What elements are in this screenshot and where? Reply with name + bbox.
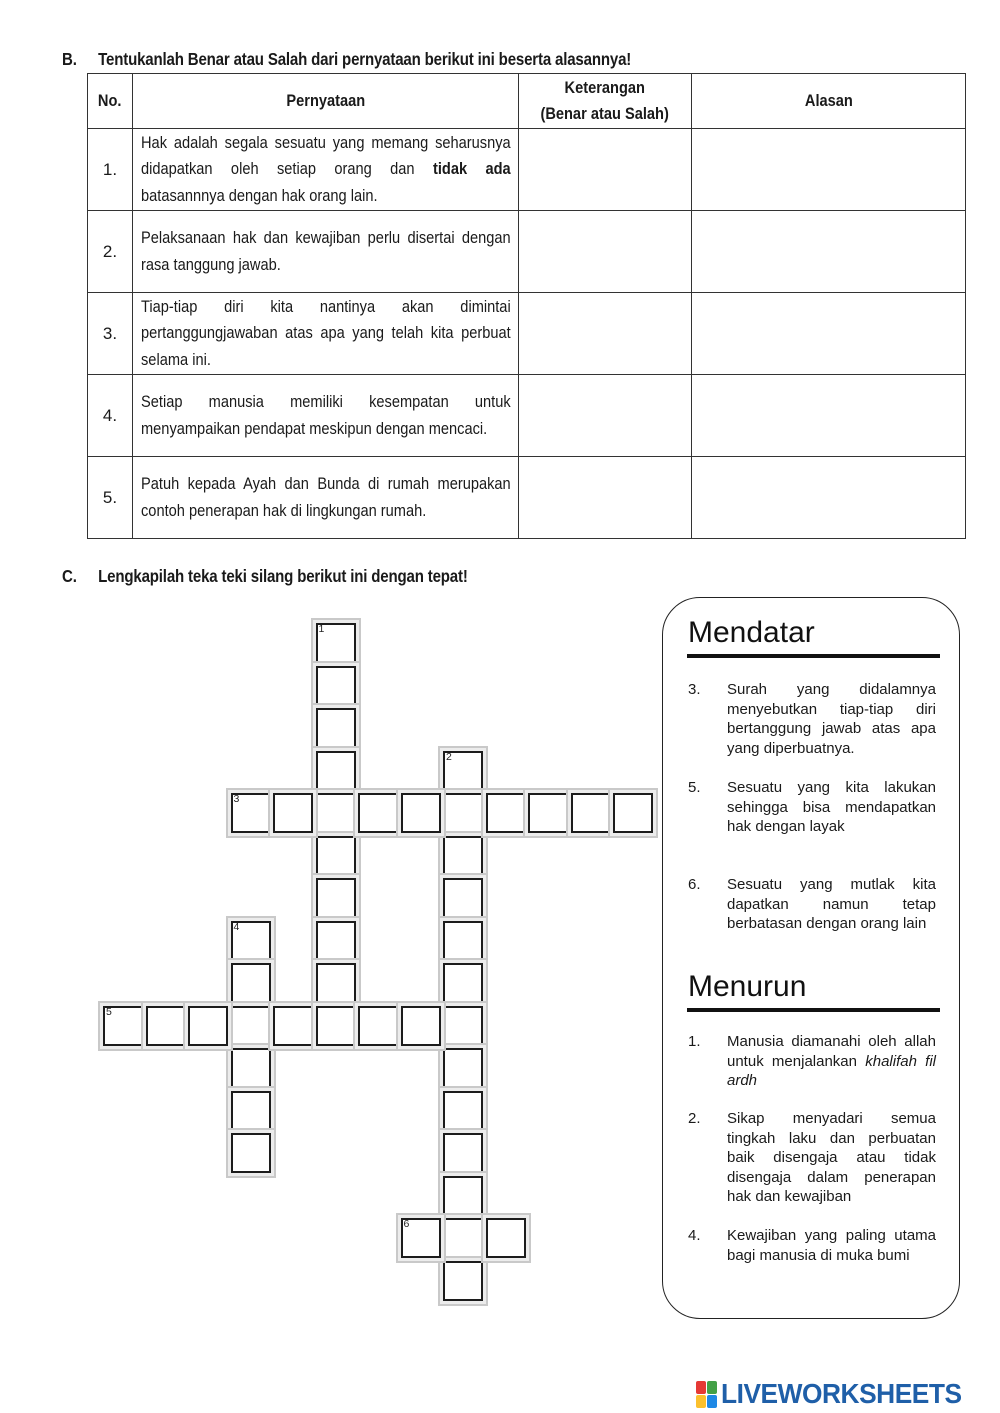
crossword-cell[interactable] [231, 1133, 271, 1173]
crossword-cell[interactable] [443, 878, 483, 918]
crossword-cell[interactable] [443, 1091, 483, 1131]
crossword-cell[interactable] [401, 1218, 441, 1258]
crossword-cell[interactable] [231, 963, 271, 1003]
crossword-clue-number: 1 [318, 623, 325, 635]
crossword-cell[interactable] [443, 1261, 483, 1301]
down-divider [687, 1008, 940, 1012]
crossword-cell[interactable] [443, 1006, 483, 1046]
header-no: No. [88, 74, 133, 129]
crossword-cell[interactable] [486, 1218, 526, 1258]
crossword-cell[interactable] [316, 666, 356, 706]
crossword-cell[interactable] [273, 793, 313, 833]
row-reason-cell[interactable] [692, 293, 966, 375]
crossword-cell[interactable] [443, 1048, 483, 1088]
down-clue-1: 1. Manusia diamanahi oleh allah untuk menjalankan khalifah fil ardh [688, 1033, 937, 1089]
header-remark: Keterangan (Benar atau Salah) [519, 74, 692, 129]
crossword-cell[interactable] [358, 1006, 398, 1046]
header-statement: Pernyataan [133, 74, 519, 129]
crossword-cell[interactable] [401, 793, 441, 833]
down-title: Menurun [688, 970, 807, 1003]
crossword-cell[interactable] [273, 1006, 313, 1046]
crossword-cell[interactable] [316, 623, 356, 663]
row-reason-cell[interactable] [692, 211, 966, 293]
section-c-instruction: Lengkapilah teka teki silang berikut ini dengan tepat! [98, 566, 468, 586]
crossword-cell[interactable] [316, 793, 356, 833]
across-clue-6: 6. Sesuatu yang mutlak kita dapatkan namun tetap berbatasan dengan orang lain [688, 876, 936, 932]
across-divider [687, 654, 940, 658]
crossword-cell[interactable] [231, 793, 271, 833]
crossword-cell[interactable] [316, 751, 356, 791]
across-clue-3: 3. Surah yang didalamnya menyebutkan tiap-tiap diri bertanggung jawab atas apa yang diperbuatnya. [688, 681, 936, 757]
crossword-cell[interactable] [443, 1176, 483, 1216]
crossword-cell[interactable] [571, 793, 611, 833]
crossword-cell[interactable] [316, 836, 356, 876]
section-b-label: B. [62, 49, 77, 69]
crossword-cell[interactable] [146, 1006, 186, 1046]
row-statement: Hak adalah segala sesuatu yang memang seharusnya didapatkan oleh setiap orang dan tidak ada batasannnya dengan hak orang lain. [133, 129, 519, 211]
down-clue-4: 4. Kewajiban yang paling utama bagi manusia di muka bumi [688, 1227, 936, 1264]
crossword-cell[interactable] [528, 793, 568, 833]
crossword-clue-number: 4 [233, 920, 240, 933]
crossword-cell[interactable] [443, 751, 483, 791]
crossword-cell[interactable] [443, 1218, 483, 1258]
crossword-cell[interactable] [231, 1048, 271, 1088]
section-b-instruction: Tentukanlah Benar atau Salah dari pernyataan berikut ini beserta alasannya! [98, 49, 632, 69]
row-number: 5. [88, 457, 133, 539]
crossword-cell[interactable] [443, 1133, 483, 1173]
section-c-label: C. [62, 566, 77, 586]
row-reason-cell[interactable] [692, 457, 966, 539]
crossword-cell[interactable] [188, 1006, 228, 1046]
crossword-cell[interactable] [443, 921, 483, 961]
crossword-cell[interactable] [316, 921, 356, 961]
row-reason-cell[interactable] [692, 375, 966, 457]
logo-text: LIVEWORKSHEETS [721, 1378, 962, 1409]
row-number: 3. [88, 293, 133, 375]
clue-box [662, 597, 960, 1319]
crossword-cell[interactable] [401, 1006, 441, 1046]
logo-blocks-icon [696, 1380, 718, 1408]
crossword-cell[interactable] [103, 1006, 143, 1046]
crossword-clue-number: 2 [446, 750, 452, 763]
crossword-clue-number: 3 [233, 793, 240, 805]
crossword-cell[interactable] [443, 836, 483, 876]
row-number: 4. [88, 375, 133, 457]
crossword-clue-number: 5 [106, 1005, 112, 1018]
crossword-cell[interactable] [316, 963, 356, 1003]
header-reason: Alasan [692, 74, 966, 129]
row-number: 2. [88, 211, 133, 293]
row-statement: Patuh kepada Ayah dan Bunda di rumah merupakan contoh penerapan hak di lingkungan rumah. [133, 457, 519, 539]
crossword-cell[interactable] [443, 963, 483, 1003]
row-statement: Setiap manusia memiliki kesempatan untuk menyampaikan pendapat meskipun dengan mencaci. [133, 375, 519, 457]
crossword-cell[interactable] [316, 708, 356, 748]
crossword-cell[interactable] [613, 793, 653, 833]
crossword-cell[interactable] [358, 793, 398, 833]
row-reason-cell[interactable] [692, 129, 966, 211]
row-number: 1. [88, 129, 133, 211]
crossword-cell[interactable] [316, 878, 356, 918]
crossword-cell[interactable] [443, 793, 483, 833]
crossword-cell[interactable] [486, 793, 526, 833]
crossword-cell[interactable] [231, 1091, 271, 1131]
crossword-cell[interactable] [231, 921, 271, 961]
across-clue-5: 5. Sesuatu yang kita lakukan sehingga bisa mendapatkan hak dengan layak [688, 779, 936, 835]
crossword-cell[interactable] [316, 1006, 356, 1046]
liveworksheets-logo [696, 1378, 977, 1410]
crossword-cell[interactable] [231, 1006, 271, 1046]
row-statement: Pelaksanaan hak dan kewajiban perlu disertai dengan rasa tanggung jawab. [133, 211, 519, 293]
down-clue-2: 2. Sikap menyadari semua tingkah laku dan perbuatan baik disengaja atau tidak disengaja dalam penerapan hak dan kewajiban [688, 1110, 936, 1205]
crossword-clue-number: 6 [403, 1218, 410, 1230]
row-statement: Tiap-tiap diri kita nantinya akan dimintai pertanggungjawaban atas apa yang telah kita perbuat selama ini. [133, 293, 519, 375]
across-title: Mendatar [688, 616, 815, 649]
